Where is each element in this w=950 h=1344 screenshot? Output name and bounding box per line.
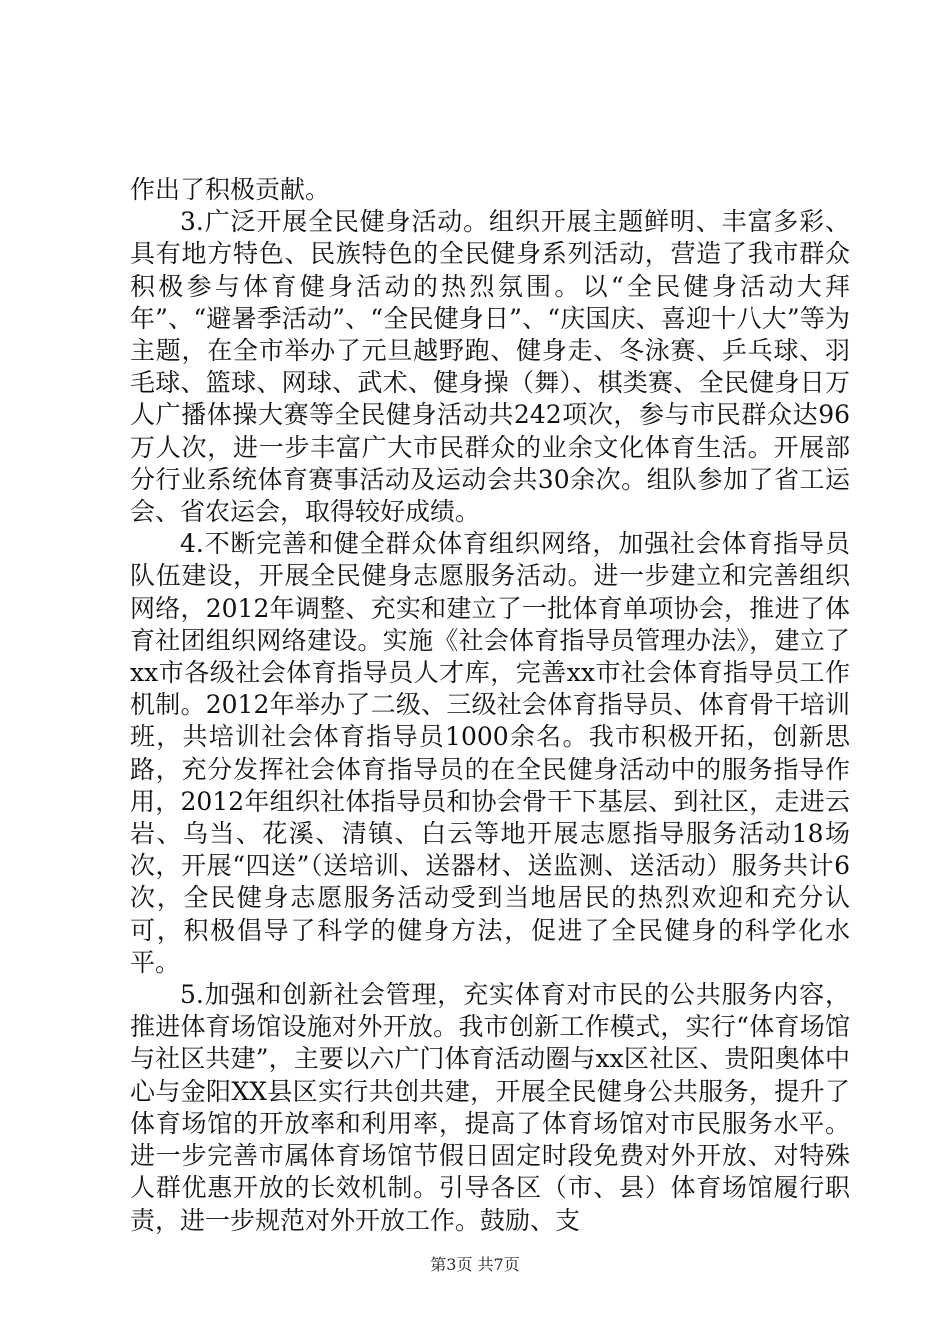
paragraph-item-4: 4.不断完善和健全群众体育组织网络，加强社会体育指导员队伍建设，开展全民健身志愿服务活动。进一步建立和完善组织网络，2012年调整、充实和建立了一批体育单项协会，推进了体育社团组织网络建设。实施《社会体育指导员管理办法》，建立了xx市各级社会体育指导员人才库，完善xx市社会体育指导员工作机制。2012年举办了二级、三级社会体育指导员、体育骨干培训班，共培训社会体育指导员1000余名。我市积极开拓，创新思路，充分发挥社会体育指导员的在全民健身活动中的服务指导作用，2012年组织社体指导员和协会骨干下基层、到社区，走进云岩、乌当、花溪、清镇、白云等地开展志愿指导服务活动18场次，开展“四送”（送培训、送器材、送监测、送活动）服务共计6次，全民健身志愿服务活动受到当地居民的热烈欢迎和充分认可，积极倡导了科学的健身方法，促进了全民健身的科学化水平。: [130, 529, 850, 977]
document-body: [130, 174, 850, 1237]
paragraph-item-5: 5.加强和创新社会管理，充实体育对市民的公共服务内容，推进体育场馆设施对外开放。我市创新工作模式，实行“体育场馆与社区共建”，主要以六广门体育活动圈与xx区社区、贵阳奥体中心与金阳XX县区实行共创共建，开展全民健身公共服务，提升了体育场馆的开放率和利用率，提高了体育场馆对市民服务水平。进一步完善市属体育场馆节假日固定时段免费对外开放、对特殊人群优惠开放的长效机制。引导各区（市、县）体育场馆履行职责，进一步规范对外开放工作。鼓励、支: [130, 980, 850, 1235]
paragraph-item-3: 3.广泛开展全民健身活动。组织开展主题鲜明、丰富多彩、具有地方特色、民族特色的全民健身系列活动，营造了我市群众积极参与体育健身活动的热烈氛围。以“全民健身活动大拜年”、“避暑季活动”、“全民健身日”、“庆国庆、喜迎十八大”等为主题，在全市举办了元旦越野跑、健身走、冬泳赛、乒乓球、羽毛球、篮球、网球、武术、健身操（舞）、棋类赛、全民健身日万人广播体操大赛等全民健身活动共242项次，参与市民群众达96万人次，进一步丰富广大市民群众的业余文化体育生活。开展部分行业系统体育赛事活动及运动会共30余次。组队参加了省工运会、省农运会，取得较好成绩。: [130, 207, 850, 527]
paragraph-continuation: 作出了积极贡献。: [130, 175, 331, 204]
page-number-footer: 第3页 共7页: [430, 1255, 520, 1274]
